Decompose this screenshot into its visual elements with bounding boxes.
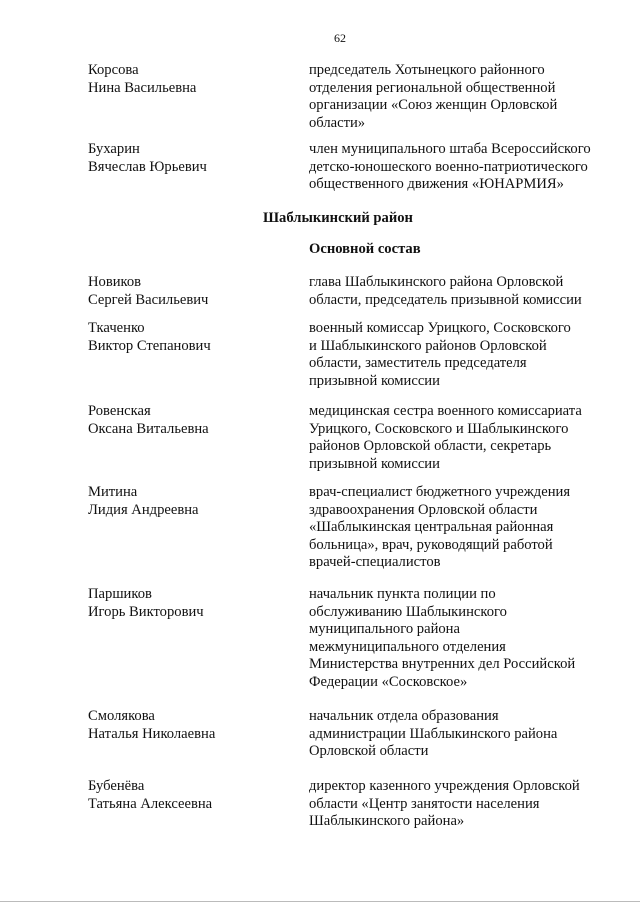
- member-given-names: Оксана Витальевна: [88, 420, 209, 437]
- member-name: [88, 320, 298, 355]
- role-line: призывной комиссии: [309, 455, 440, 472]
- member-role: [309, 778, 609, 831]
- role-line: организации «Союз женщин Орловской: [309, 97, 558, 114]
- member-surname: Митина: [88, 484, 138, 500]
- role-line: «Шаблыкинская центральная районная: [309, 519, 554, 536]
- member-name: [88, 778, 298, 813]
- role-line: врачей-специалистов: [309, 554, 441, 571]
- member-surname: Паршиков: [88, 586, 152, 602]
- member-surname: Новиков: [88, 274, 142, 290]
- member-given-names: Татьяна Алексеевна: [88, 795, 213, 812]
- member-surname: Бухарин: [88, 141, 140, 157]
- role-line: начальник пункта полиции по: [309, 586, 496, 602]
- member-name: [88, 141, 298, 176]
- role-line: медицинская сестра военного комиссариата: [309, 403, 582, 419]
- role-line: области «Центр занятости населения: [309, 795, 540, 812]
- page-number: 62: [334, 31, 346, 45]
- member-name: [88, 708, 298, 743]
- member-role: [309, 274, 609, 309]
- member-given-names: Виктор Степанович: [88, 337, 211, 354]
- member-given-names: Лидия Андреевна: [88, 501, 199, 518]
- role-line: Орловской области: [309, 743, 429, 760]
- member-name: [88, 484, 298, 519]
- member-role: [309, 586, 609, 692]
- role-line: общественного движения «ЮНАРМИЯ»: [309, 176, 564, 193]
- role-line: директор казенного учреждения Орловской: [309, 778, 580, 794]
- section-heading: Основной состав: [309, 241, 421, 257]
- role-line: и Шаблыкинского районов Орловской: [309, 337, 547, 354]
- role-line: Министерства внутренних дел Российской: [309, 656, 576, 673]
- member-given-names: Сергей Васильевич: [88, 291, 209, 308]
- member-surname: Корсова: [88, 62, 139, 78]
- member-role: [309, 141, 609, 194]
- member-surname: Ровенская: [88, 403, 151, 419]
- role-line: Федерации «Сосковское»: [309, 673, 468, 690]
- role-line: муниципального района: [309, 621, 460, 638]
- role-line: детско-юношеского военно-патриотического: [309, 158, 588, 175]
- role-line: больница», врач, руководящий работой: [309, 536, 553, 553]
- scan-edge-divider: [0, 901, 640, 902]
- role-line: отделения региональной общественной: [309, 79, 556, 96]
- role-line: области»: [309, 114, 366, 131]
- member-name: [88, 403, 298, 438]
- role-line: глава Шаблыкинского района Орловской: [309, 274, 564, 290]
- member-surname: Смолякова: [88, 708, 155, 724]
- role-line: военный комиссар Урицкого, Сосковского: [309, 320, 571, 336]
- role-line: области, заместитель председателя: [309, 355, 527, 372]
- member-given-names: Наталья Николаевна: [88, 725, 216, 742]
- role-line: Шаблыкинского района»: [309, 813, 465, 830]
- member-given-names: Игорь Викторович: [88, 603, 204, 620]
- member-role: [309, 708, 609, 761]
- district-heading: Шаблыкинский район: [263, 210, 413, 226]
- member-given-names: Нина Васильевна: [88, 79, 197, 96]
- member-given-names: Вячеслав Юрьевич: [88, 158, 207, 175]
- role-line: межмуниципального отделения: [309, 638, 506, 655]
- role-line: районов Орловской области, секретарь: [309, 438, 552, 455]
- member-role: [309, 484, 609, 572]
- member-role: [309, 320, 609, 390]
- role-line: администрации Шаблыкинского района: [309, 725, 558, 742]
- member-name: [88, 274, 298, 309]
- role-line: здравоохранения Орловской области: [309, 501, 538, 518]
- role-line: начальник отдела образования: [309, 708, 499, 724]
- member-name: [88, 62, 298, 97]
- member-role: [309, 62, 609, 132]
- role-line: врач-специалист бюджетного учреждения: [309, 484, 571, 500]
- role-line: обслуживанию Шаблыкинского: [309, 603, 507, 620]
- member-role: [309, 403, 609, 473]
- role-line: призывной комиссии: [309, 372, 440, 389]
- role-line: области, председатель призывной комиссии: [309, 291, 582, 308]
- member-surname: Ткаченко: [88, 320, 145, 336]
- role-line: член муниципального штаба Всероссийского: [309, 141, 591, 157]
- member-name: [88, 586, 298, 621]
- role-line: председатель Хотынецкого районного: [309, 62, 545, 78]
- role-line: Урицкого, Сосковского и Шаблыкинского: [309, 420, 569, 437]
- member-surname: Бубенёва: [88, 778, 145, 794]
